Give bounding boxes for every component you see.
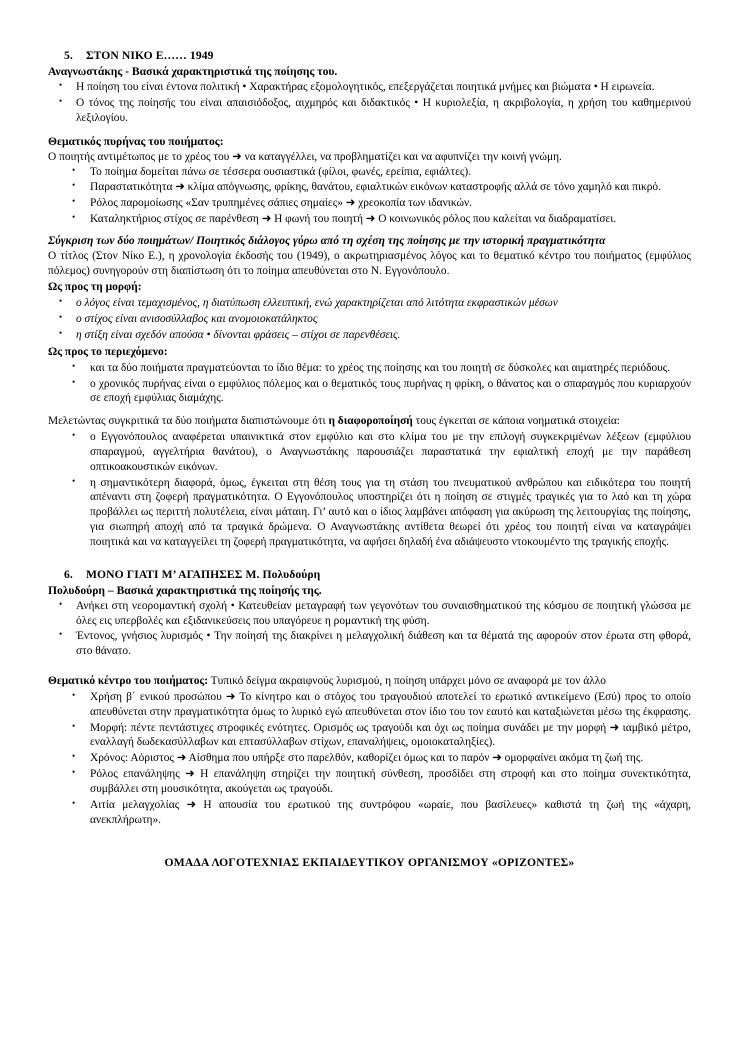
intro-bullet-list-5 <box>48 80 691 125</box>
content-bullet-list-5 <box>48 361 691 406</box>
differentiation-lead-5 <box>48 414 691 429</box>
differentiation-bullet-list-5 <box>48 430 691 550</box>
document-footer: ΟΜΑΔΑ ΛΟΓΟΤΕΧΝΙΑΣ ΕΚΠΑΙΔΕΥΤΙΚΟΥ ΟΡΓΑΝΙΣΜΟΥ «ΟΡΙΖΟΝΤΕΣ» <box>164 856 575 870</box>
content-label-5: Ως προς το περιεχόμενο: <box>48 345 168 358</box>
thematic-center-bullet-list-6 <box>48 690 691 827</box>
list-item: • ο Εγγονόπουλος αναφέρεται υπαινικτικά στον εμφύλιο και στο κλίμα του με την επιλογή συγκεκριμένων λέξεων (εμφύλιου σπαραγμού, αγγελτήρια θανάτου), ο Αναγνωστάκης παρουσιάζει παραστατικά την εφιαλτική εποχή με την παράθεση οπτικοακουστικών εικόνων. <box>48 430 691 474</box>
list-item: • Αιτία μελαγχολίας ➜ Η απουσία του ερωτικού της συντρόφου «ωραίε, που βασίλευες» καθιστά τη ζωή της «άχαρη, ανεκπλήρωτη». <box>48 798 691 828</box>
section-title-5: ΣΤΟΝ ΝΙΚΟ Ε…… 1949 <box>86 49 214 62</box>
differentiation-lead-post: τους έγκειται σε κάποια νοηματικά στοιχεία: <box>412 415 620 428</box>
form-label-5: Ως προς τη μορφή: <box>48 281 142 294</box>
document-body <box>48 48 691 870</box>
thematic-core-bullet-list-5 <box>48 165 691 227</box>
list-item: • και τα δύο ποιήματα πραγματεύονται το ίδιο θέμα: το χρέος της ποίησης και του ποιητή σε δύσκολες και αιματηρές περιόδους. <box>48 361 691 376</box>
thematic-core-lead-5: Ο ποιητής αντιμέτωπος με το χρέος του ➜ να καταγγέλλει, να προβληματίζει και να αφυπνίζει την κοινή γνώμη. <box>48 150 562 163</box>
list-item: • Ανήκει στη νεορομαντική σχολή • Κατευθείαν μεταγραφή των γεγονότων του συναισθηματικού της κόσμου σε ποιητική γλώσσα με όλες εις υπερβολές και εξιδανικεύσεις που υπαγόρευε η ρομαντική της φύση. <box>48 599 691 629</box>
thematic-center-label-6: Θεματικό κέντρο του ποιήματος: <box>48 675 209 688</box>
list-item: • Ο τόνος της ποίησής του είναι απαισιόδοξος, αιχμηρός και διδακτικός • Η κυριολεξία, η ακριβολογία, η χρήση του καθημερινού λεξιλογίου. <box>48 96 691 126</box>
form-bullet-list-5 <box>48 296 691 342</box>
section-heading-6 <box>48 567 691 582</box>
list-item: • Χρήση β΄ ενικού προσώπου ➜ Το κίνητρο και ο στόχος του τραγουδιού αποτελεί το ερωτικό αντικείμενο (Εσύ) προς το οποίο απευθύνεται στην πραγματικότητα όμως το λυρικό εγώ απευθύνεται στον ίδιο του τον εαυτό και καταξιώνεται μέσω της έκφρασης. <box>48 690 691 720</box>
thematic-center-line-6 <box>48 674 691 689</box>
section-heading-5 <box>48 48 691 63</box>
differentiation-lead-pre: Μελετώντας συγκριτικά τα δύο ποιήματα διαπιστώνουμε ότι <box>48 415 329 428</box>
comparison-heading-5: Σύγκριση των δύο ποιημάτων/ Ποιητικός διάλογος γύρω από τη σχέση της ποίησης με την ιστορική πραγματικότητα <box>48 234 606 247</box>
list-item: • Ρόλος παρομοίωσης «Σαν τρυπημένες σάπιες σημαίες» ➜ χρεοκοπία των ιδανικών. <box>48 196 691 211</box>
list-item: • Ρόλος επανάληψης ➜ Η επανάληψη στηρίζει την ποιητική σύνθεση, προσδίδει στη στροφή και στο ποίημα συνεκτικότητα, συμβάλλει στη μουσικότητα, ακούγεται ως τραγούδι. <box>48 767 691 797</box>
list-item: • Χρόνος: Αόριστος ➜ Αίσθημα που υπήρξε στο παρελθόν, καθορίζει όμως και το παρόν ➜ ομορφαίνει ακόμα τη ζωή της. <box>48 751 691 766</box>
list-item: • η σημαντικότερη διαφορά, όμως, έγκειται στη θέση τους για τη στάση του πνευματικού ανθρώπου και ειδικότερα του ποιητή απέναντι στη ζοφερή πραγματικότητα. Ο Εγγονόπουλος υποστηρίζει ότι η ποίηση σε στιγμές τραγικές για το λαό και τη χώρα προβάλλει ως περιττή πολυτέλεια, είναι μάταιη. Γι’ αυτό και ο ίδιος λαμβάνει απόφαση για ακύρωση της λειτουργίας της ποίησης, για σιωπηρή αποχή από τα τραγικά δρώμενα. Ο Αναγνωστάκης αντίθετα θεωρεί ότι χρέος του ποιητή είναι να καταγράψει ποιητικά και να καταγγείλει τη ζοφερή πραγματικότητα, να αφήσει δηλαδή ένα αδιάψευστο ντοκουμέντο της τραγικής εποχής. <box>48 476 691 550</box>
differentiation-keyword: η διαφοροποίησή <box>328 415 413 428</box>
list-item: • Παραστατικότητα ➜ κλίμα απόγνωσης, φρίκης, θανάτου, εφιαλτικών εικόνων καταστροφής αλλά σε τόνο χαμηλό και πικρό. <box>48 180 691 195</box>
list-item: • Καταληκτήριος στίχος σε παρένθεση ➜ Η φωνή του ποιητή ➜ Ο κοινωνικός ρόλος που καλείται να διαδραματίσει. <box>48 212 691 227</box>
section-subtitle-6: Πολυδούρη – Βασικά χαρακτηριστικά της ποίησής της. <box>48 583 322 597</box>
list-item: • Έντονος, γνήσιος λυρισμός • Την ποίησή της διακρίνει η μελαγχολική διάθεση και τα θέματά της αφορούν στον έρωτα στη φθορά, στο θάνατο. <box>48 629 691 659</box>
list-item: • η στίξη είναι σχεδόν απούσα • δίνονται φράσεις – στίχοι σε παρενθέσεις. <box>48 328 691 343</box>
list-item: • Μορφή: πέντε πεντάστιχες στροφικές ενότητες. Ορισμός ως τραγούδι και όχι ως ποίημα συνάδει με την μορφή ➜ ιαμβικό μέτρο, εναλλαγή δωδεκασύλλαβων και επτασύλλαβων στίχων, επαναλήψεις, ομοιοκαταληξίες). <box>48 721 691 751</box>
section-number-6: 6. <box>64 567 73 581</box>
list-item: • ο χρονικός πυρήνας είναι ο εμφύλιος πόλεμος και ο θεματικός τους πυρήνας η φρίκη, ο θάνατος και ο σπαραγμός που κυριαρχούν σε εποχή εμφύλιας διαμάχης. <box>48 377 691 407</box>
list-item: • ο στίχος είναι ανισοσύλλαβος και ανομοιοκατάληκτος <box>48 312 691 327</box>
list-item: • Το ποίημα δομείται πάνω σε τέσσερα ουσιαστικά (φίλοι, φωνές, ερείπια, εφιάλτες). <box>48 165 691 180</box>
thematic-center-text-6: Τυπικό δείγμα ακραιφνούς λυρισμού, η ποίηση υπάρχει μόνο σε αναφορά με τον άλλο <box>208 675 606 688</box>
list-item: • ο λόγος είναι τεμαχισμένος, η διατύπωση ελλειπτική, ενώ χαρακτηρίζεται από λιτότητα εκφραστικών μέσων <box>48 296 691 311</box>
section-subtitle-5: Αναγνωστάκης - Βασικά χαρακτηριστικά της ποίησης του. <box>48 65 338 79</box>
section-title-6: ΜΟΝΟ ΓΙΑΤΙ Μ’ ΑΓΑΠΗΣΕΣ Μ. Πολυδούρη <box>86 567 321 581</box>
comparison-lead-5: Ο τίτλος (Στον Νίκο Ε.), η χρονολογία έκδοσής του (1949), ο ακρωτηριασμένος λόγος και το θεματικό κέντρο του ποιήματος (εμφύλιος πόλεμος) συνηγορούν στη διαπίστωση ότι το ποίημα απευθύνεται στο Ν. Εγγονόπουλο. <box>48 249 691 277</box>
intro-bullet-list-6 <box>48 599 691 659</box>
section-number-5: 5. <box>64 49 73 62</box>
thematic-core-label-5: Θεματικός πυρήνας του ποιήματος: <box>48 134 224 148</box>
list-item: • Η ποίηση του είναι έντονα πολιτική • Χαρακτήρας εξομολογητικός, επεξεργάζεται ποιητικά μνήμες και βιώματα • Η ειρωνεία. <box>48 80 691 95</box>
